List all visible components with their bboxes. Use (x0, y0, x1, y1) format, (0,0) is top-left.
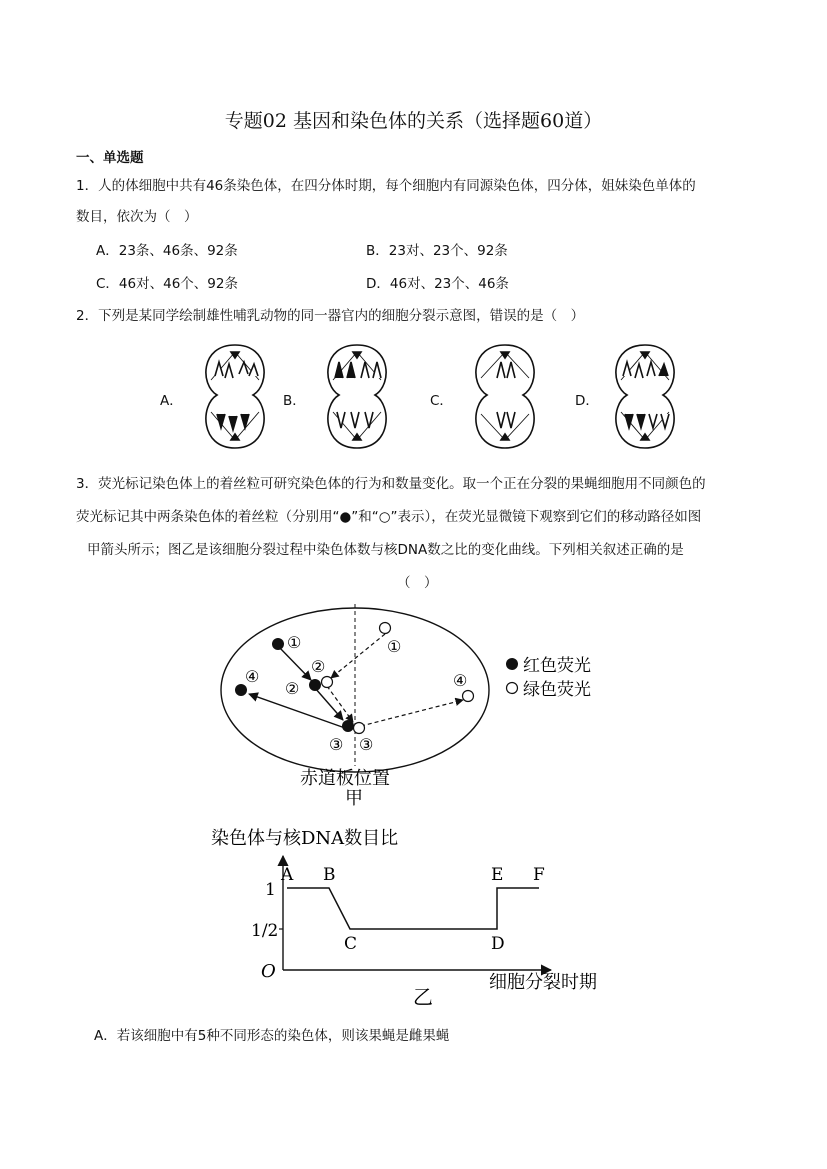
figure-yi-caption: 乙 (413, 985, 433, 1009)
figure-jia (215, 598, 615, 808)
green-dot-3 (354, 723, 365, 734)
cell-a-diagram (206, 345, 264, 448)
q1-option-c: C．46对、46个、92条 (96, 276, 238, 292)
q2-label-a: A． (160, 393, 183, 409)
point-label-f: F (533, 865, 545, 885)
mark-2-red: ② (285, 679, 300, 698)
legend-green-dot (507, 683, 518, 694)
q1-option-d: D．46对、23个、46条 (366, 276, 509, 292)
cell-division-figures (180, 340, 700, 455)
mark-1-green: ① (387, 637, 402, 656)
mark-4-green: ④ (453, 671, 468, 690)
figure-jia-caption: 甲 (345, 788, 363, 808)
q1-option-a: A．23条、46条、92条 (96, 243, 238, 259)
point-label-d: D (491, 934, 505, 954)
q3-stem-line4: （ ） (397, 575, 438, 591)
q3-option-a: A．若该细胞中有5种不同形态的染色体，则该果蝇是雌果蝇 (94, 1028, 450, 1044)
origin-label: O (261, 961, 276, 982)
q2-label-d: D． (575, 393, 599, 409)
q1-option-b: B．23对、23个、92条 (366, 243, 508, 259)
point-label-e: E (491, 865, 504, 885)
mark-4-red: ④ (245, 667, 260, 686)
q3-stem-line2: 荧光标记其中两条染色体的着丝粒（分别用“●”和“○”表示），在荧光显微镜下观察到它们的移动路径如图 (76, 509, 702, 525)
cell-b-diagram (328, 345, 386, 448)
cell-c-diagram (476, 345, 534, 448)
ratio-curve (287, 888, 539, 929)
green-dot-2 (322, 677, 333, 688)
page-title: 专题02 基因和染色体的关系（选择题60道） (224, 110, 603, 132)
q2-label-c: C． (430, 393, 453, 409)
section-heading: 一、单选题 (76, 150, 144, 166)
figure-yi-chart (205, 822, 625, 1012)
plate-caption: 赤道板位置 (300, 768, 390, 789)
chart-title: 染色体与核DNA数目比 (211, 828, 399, 849)
red-dot-1 (272, 638, 284, 650)
mark-1-red: ① (287, 633, 302, 652)
cell-d-diagram (616, 345, 674, 448)
point-label-a: A (281, 865, 294, 885)
q1-stem-line1: 1．人的体细胞中共有46条染色体，在四分体时期，每个细胞内有同源染色体，四分体，姐妹染色单体的 (76, 178, 696, 194)
x-axis-label: 细胞分裂时期 (489, 972, 597, 993)
q3-stem-line1: 3．荧光标记染色体上的着丝粒可研究染色体的行为和数量变化。取一个正在分裂的果蝇细胞用不同颜色的 (76, 476, 706, 492)
y-tick-1: 1 (265, 880, 276, 900)
red-dot-2 (309, 679, 321, 691)
legend-red-label: 红色荧光 (523, 656, 591, 676)
point-label-c: C (344, 934, 358, 954)
q1-stem-line2: 数目，依次为（ ） (76, 209, 198, 225)
q2-label-b: B． (283, 393, 306, 409)
y-tick-half: 1/2 (251, 921, 279, 941)
legend-green-label: 绿色荧光 (523, 680, 591, 700)
mark-3-red: ③ (329, 735, 344, 754)
red-dot-3 (342, 720, 354, 732)
point-label-b: B (323, 865, 336, 885)
green-dot-4 (463, 691, 474, 702)
mark-3-green: ③ (359, 735, 374, 754)
legend-red-dot (506, 658, 518, 670)
mark-2-green: ② (311, 657, 326, 676)
green-dot-1 (380, 623, 391, 634)
q2-stem: 2．下列是某同学绘制雄性哺乳动物的同一器官内的细胞分裂示意图，错误的是（ ） (76, 308, 585, 324)
q3-stem-line3: 甲箭头所示；图乙是该细胞分裂过程中染色体数与核DNA数之比的变化曲线。下列相关叙述正确的是 (87, 542, 684, 558)
